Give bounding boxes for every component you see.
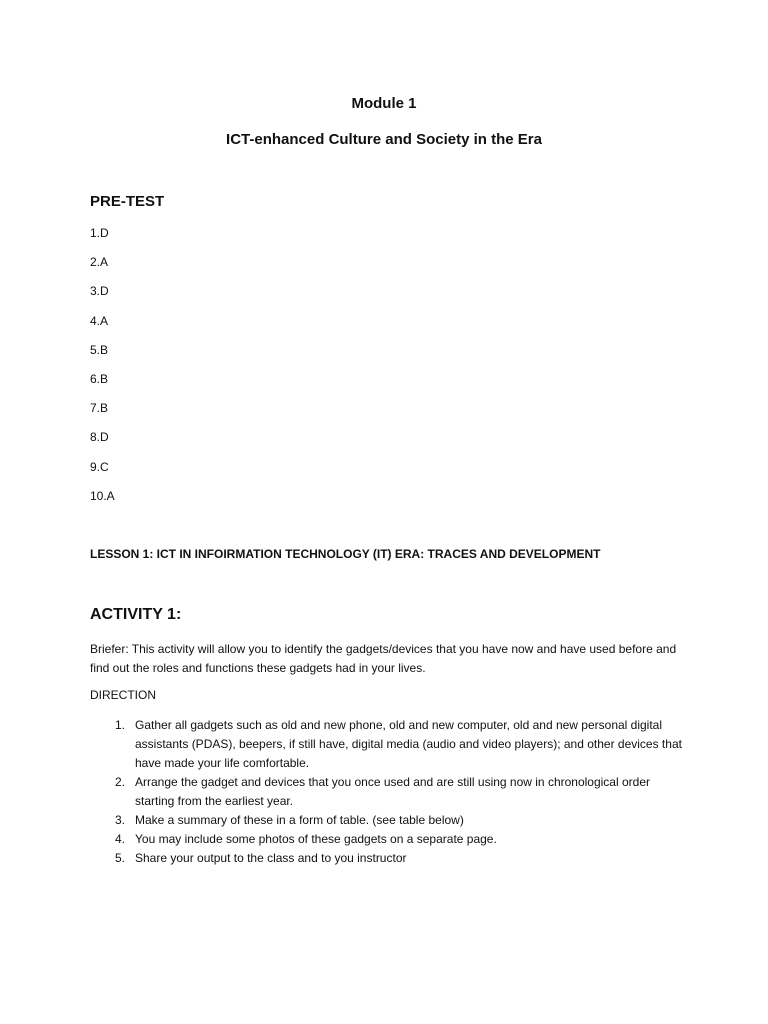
direction-step xyxy=(90,849,690,868)
pretest-answer: 1.D xyxy=(90,226,109,240)
step-number: 5. xyxy=(114,851,125,865)
pretest-answer: 3.D xyxy=(90,284,109,299)
pretest-answer: 8.D xyxy=(90,430,109,445)
pretest-answer: 2.A xyxy=(90,255,109,270)
direction-step xyxy=(90,830,690,849)
step-number: 1. xyxy=(114,718,125,732)
pretest-answer: 5.B xyxy=(90,342,109,357)
activity-heading: ACTIVITY 1: xyxy=(90,606,182,623)
module-title: Module 1 xyxy=(351,95,417,112)
step-text: Make a summary of these in a form of table. (see table below) xyxy=(135,813,464,827)
pretest-heading: PRE-TEST xyxy=(90,193,165,210)
lesson-heading: LESSON 1: ICT IN INFOIRMATION TECHNOLOGY (IT) ERA: TRACES AND DEVELOPMENT xyxy=(90,547,601,561)
activity-briefer: Briefer: This activity will allow you to identify the gadgets/devices that you have now and have used before and find out the roles and functions these gadgets had in your lives. xyxy=(90,642,677,675)
direction-step xyxy=(90,773,690,811)
module-subtitle: ICT-enhanced Culture and Society in the Era xyxy=(226,131,542,148)
pretest-answer: 7.B xyxy=(90,401,109,416)
pretest-answer-list xyxy=(90,226,115,518)
step-text: You may include some photos of these gadgets on a separate page. xyxy=(135,832,497,846)
direction-step xyxy=(90,811,690,830)
pretest-answer: 9.C xyxy=(90,459,109,474)
step-text: Share your output to the class and to you instructor xyxy=(135,851,407,865)
step-number: 4. xyxy=(114,832,125,846)
direction-steps xyxy=(90,716,690,868)
step-number: 3. xyxy=(114,813,125,827)
step-text: Arrange the gadget and devices that you once used and are still using now in chronological order starting from the earliest year. xyxy=(135,775,650,808)
pretest-answer: 10.A xyxy=(90,488,115,503)
step-text: Gather all gadgets such as old and new phone, old and new computer, old and new personal digital assistants (PDAS), beepers, if still have, digital media (audio and video players); and other devices that have made your life comfortable. xyxy=(135,718,682,770)
step-number: 2. xyxy=(114,775,125,789)
pretest-answer: 6.B xyxy=(90,371,109,386)
direction-label: DIRECTION xyxy=(90,688,156,702)
pretest-answer: 4.A xyxy=(90,313,109,328)
direction-step xyxy=(90,716,690,773)
